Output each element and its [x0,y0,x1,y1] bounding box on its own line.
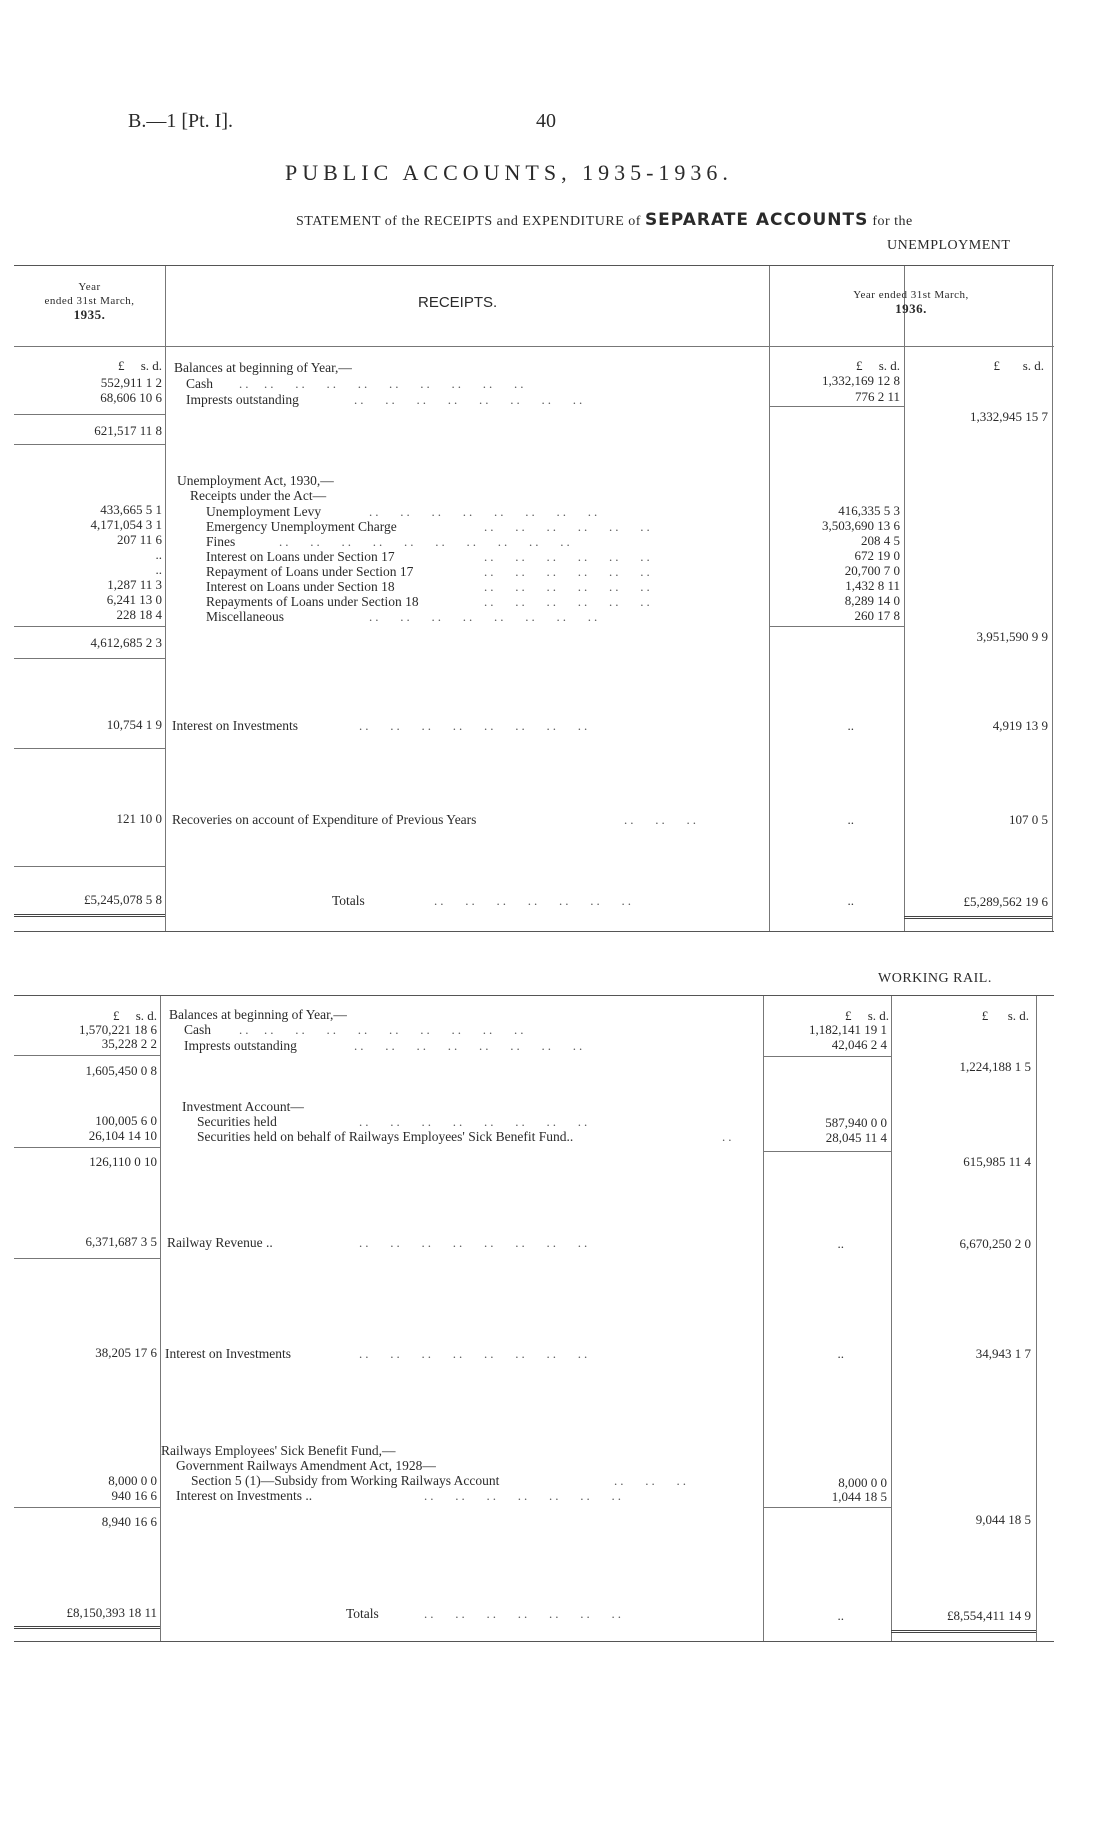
levy-curr: 416,335 5 3 [838,503,900,518]
recoveries-curr: 107 0 5 [1009,812,1048,827]
col-prev-year-header: Year ended 31st March, 1935. [44,281,135,322]
imprests-prev: 68,606 10 6 [100,390,162,405]
col-curr-year-header: Year ended 31st March, 1936. [853,289,969,316]
act-title: Unemployment Act, 1930,— [177,473,334,488]
wr-cash-label: Cash [184,1022,211,1037]
wr-securities-sick-curr: 28,045 11 4 [825,1130,887,1145]
int18-curr: 1,432 8 11 [845,578,900,593]
wr-sick-title: Railways Employees' Sick Benefit Fund,— [161,1443,396,1458]
wr-imprests-curr: 42,046 2 4 [831,1037,887,1052]
levy-prev: 433,665 5 1 [100,502,162,517]
wr-revenue-mid: .. [837,1236,844,1251]
wr-investments-prev: 38,205 17 6 [95,1345,157,1360]
recoveries-label: Recoveries on account of Expenditure of Previous Years [172,812,477,827]
int17-curr: 672 19 0 [854,548,900,563]
wr-sick-int-label: Interest on Investments .. [176,1488,313,1503]
wr-totals-mid: .. [837,1608,844,1623]
col-receipts-header: RECEIPTS. [418,294,498,311]
misc-prev: 228 18 4 [116,607,162,622]
document-reference: B.—1 [Pt. I]. [128,110,233,132]
wr-securities-curr: 587,940 0 0 [825,1115,887,1130]
page-number: 40 [536,110,556,132]
statement-subtitle [296,210,913,230]
wr-prev-units: £ s. d. [112,1008,157,1023]
recoveries-mid: .. [847,812,854,827]
wr-sick-act: Government Railways Amendment Act, 1928— [176,1458,436,1473]
investments-label: Interest on Investments [172,718,298,733]
balances-subtotal-prev: 621,517 11 8 [94,423,162,438]
wr-sick-int-prev: 940 16 6 [111,1488,157,1503]
investments-mid: .. [847,718,854,733]
wr-mid-units: £ s. d. [844,1008,889,1023]
wr-revenue-label: Railway Revenue .. [167,1235,273,1250]
wr-securities-prev: 100,005 6 0 [95,1113,157,1128]
misc-curr: 260 17 8 [854,608,900,623]
subtitle-prefix: STATEMENT of the RECEIPTS and EXPENDITURE of [296,214,641,229]
wr-curr-units: £ s. d. [981,1008,1029,1023]
emergency-prev: 4,171,054 3 1 [90,517,162,532]
fines-curr: 208 4 5 [861,533,900,548]
int18-prev: 1,287 11 3 [107,577,162,592]
wr-inv-title: Investment Account— [182,1099,304,1114]
imprests-curr: 776 2 11 [854,389,900,404]
int17-label: Interest on Loans under Section 17 [206,549,395,564]
levy-label: Unemployment Levy [206,504,322,519]
totals-prev: £5,245,078 5 8 [84,892,162,907]
wr-cash-prev: 1,570,221 18 6 [79,1022,157,1037]
misc-label: Miscellaneous [206,609,284,624]
wr-sick-subtotal-prev: 8,940 16 6 [101,1514,157,1529]
mid-units: £ s. d. [855,358,900,373]
act-total-curr: 3,951,590 9 9 [976,629,1048,644]
unemployment-table: Year ended 31st March, 1935. RECEIPTS. Year ended 31st March, 1936. £ s. d. £ s. d. £ s. d. Balances at beginning of Year,— Cash .. .. .. .. .. .. .. .. .. .. 552,911 1 2 1,332,169 12 8 Imprests outstanding .. .. .. .. .. .. .. .. 68,606 10 6 776 2 11 621,517 11 8 1,332,945 15 7 Unemployment Act, 1930,— Receipts under the Act— Unemployment Levy .. .. .. .. .. .. .. .. 433,665 5 1 416,335 5 3 Emergency Unemployment Charge .. .. .. .. .. .. 4,171,054 3 1 3,503,690 13 6 Fines .. .. .. .. .. .. .. .. .. .. 207 11 6 208 4 5 Interest on Loans under Section 17 .. .. .. .. .. .. .. 672 19 0 Repayment of Loans under Section 17 .. .. .. .. .. .. .. 20,700 7 0 Interest on Loans under Section 18 .. .. .. .. .. .. 1,287 11 3 1,432 8 11 Repayments of Loans under Section 18 .. .. .. .. .. .. 6,241 13 0 8,289 14 0 Miscellaneous .. .. .. .. .. .. .. .. 228 18 4 260 17 8 4,612,685 2 3 3,951,590 9 9 Interest on Investments .. .. .. .. .. .. .. .. 10,754 1 9 .. 4,919 13 9 Recoveries on account of Expenditure of Previous Years .. .. .. 121 10 0 .. 107 0 5 Totals .. .. .. .. .. .. .. £5,245,078 5 8 .. £5,289,562 19 6 [14,265,1054,932]
int17-prev: .. [155,547,162,562]
investments-curr: 4,919 13 9 [992,718,1048,733]
wr-subsidy-label: Section 5 (1)—Subsidy from Working Railways Account [191,1473,500,1488]
wr-balances-title: Balances at beginning of Year,— [169,1007,347,1022]
wr-securities-sick-label: Securities held on behalf of Railways Employees' Sick Benefit Fund.. [197,1129,574,1144]
rep17-prev: .. [155,562,162,577]
subtitle-bold: SEPARATE ACCOUNTS [644,210,869,230]
wr-investments-label: Interest on Investments [165,1346,291,1361]
wr-totals-curr: £8,554,411 14 9 [946,1608,1031,1623]
rep18-curr: 8,289 14 0 [844,593,900,608]
wr-inv-subtotal-prev: 126,110 0 10 [89,1154,157,1169]
totals-curr: £5,289,562 19 6 [963,894,1048,909]
fines-prev: 207 11 6 [116,532,162,547]
subtitle-suffix: for the [872,214,913,229]
wr-sick-int-curr: 1,044 18 5 [831,1489,887,1504]
wr-revenue-curr: 6,670,250 2 0 [959,1236,1031,1251]
working-rail-table: £ s. d. £ s. d. £ s. d. Balances at beginning of Year,— Cash .. .. .. .. .. .. .. .. .. .. 1,570,221 18 6 1,182,141 19 1 Imprests outstanding .. .. .. .. .. .. .. .. 35,228 2 2 42,046 2 4 1,605,450 0 8 1,224,188 1 5 Investment Account— Securities held .. .. .. .. .. .. .. .. 100,005 6 0 587,940 0 0 Securities held on behalf of Railways Employees' Sick Benefit Fund.. .. 26,104 14 10 28,045 11 4 126,110 0 10 615,985 11 4 Railway Revenue .. .. .. .. .. .. .. .. .. 6,371,687 3 5 .. 6,670,250 2 0 Interest on Investments .. .. .. .. .. .. .. .. 38,205 17 6 .. 34,943 1 7 Railways Employees' Sick Benefit Fund,— Government Railways Amendment Act, 1928— Section 5 (1)—Subsidy from Working Railways Account .. .. .. 8,000 0 0 8,000 0 0 Interest on Investments .. .. .. .. .. .. .. .. 940 16 6 1,044 18 5 8,940 16 6 9,044 18 5 Totals .. .. .. .. .. .. .. £8,150,393 18 11 .. £8,554,411 14 9 [14,995,1054,1642]
fines-label: Fines [206,534,236,549]
wr-balances-total-curr: 1,224,188 1 5 [959,1059,1031,1074]
int18-label: Interest on Loans under Section 18 [206,579,395,594]
unemployment-section-label: UNEMPLOYMENT [887,238,1011,253]
imprests-label: Imprests outstanding [186,392,299,407]
curr-units: £ s. d. [993,358,1044,373]
wr-sick-total-curr: 9,044 18 5 [975,1512,1031,1527]
working-rail-section-label: WORKING RAIL. [878,971,992,986]
balances-total-curr: 1,332,945 15 7 [970,409,1048,424]
wr-imprests-prev: 35,228 2 2 [101,1036,157,1051]
wr-inv-total-curr: 615,985 11 4 [963,1154,1031,1169]
rep17-curr: 20,700 7 0 [844,563,900,578]
prev-units: £ s. d. [117,358,162,373]
wr-imprests-label: Imprests outstanding [184,1038,297,1053]
totals-mid: .. [847,893,854,908]
emergency-label: Emergency Unemployment Charge [206,519,397,534]
act-subtotal-prev: 4,612,685 2 3 [90,635,162,650]
wr-totals-prev: £8,150,393 18 11 [66,1605,157,1620]
rep18-label: Repayments of Loans under Section 18 [206,594,419,609]
balances-title: Balances at beginning of Year,— [174,360,352,375]
wr-subsidy-curr: 8,000 0 0 [838,1475,887,1490]
rep18-prev: 6,241 13 0 [106,592,162,607]
wr-securities-sick-prev: 26,104 14 10 [88,1128,157,1143]
wr-investments-mid: .. [837,1346,844,1361]
wr-investments-curr: 34,943 1 7 [975,1346,1031,1361]
wr-totals-label: Totals [346,1606,379,1621]
totals-label: Totals [332,893,365,908]
act-subtitle: Receipts under the Act— [190,488,327,503]
recoveries-prev: 121 10 0 [116,811,162,826]
wr-subsidy-prev: 8,000 0 0 [108,1473,157,1488]
page-title: PUBLIC ACCOUNTS, 1935-1936. [285,160,733,185]
investments-prev: 10,754 1 9 [106,717,162,732]
emergency-curr: 3,503,690 13 6 [822,518,900,533]
wr-revenue-prev: 6,371,687 3 5 [85,1234,157,1249]
wr-balances-subtotal-prev: 1,605,450 0 8 [85,1063,157,1078]
cash-prev: 552,911 1 2 [100,375,162,390]
wr-cash-curr: 1,182,141 19 1 [809,1022,887,1037]
cash-label: Cash [186,376,213,391]
cash-curr: 1,332,169 12 8 [822,373,900,388]
rep17-label: Repayment of Loans under Section 17 [206,564,414,579]
wr-securities-label: Securities held [197,1114,277,1129]
